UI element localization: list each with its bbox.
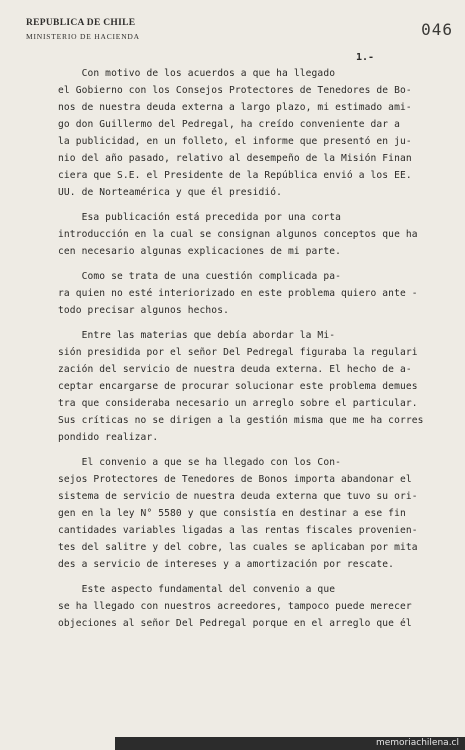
paragraph-gap <box>58 260 448 268</box>
text-line: go don Guillermo del Pedregal, ha creído conveniente dar a <box>58 119 400 130</box>
text-line: el Gobierno con los Consejos Protectores de Tenedores de Bo- <box>58 85 412 96</box>
letterhead-country: REPUBLICA DE CHILE <box>26 18 136 28</box>
text-line: pondido realizar. <box>58 432 159 443</box>
paragraph <box>58 327 448 446</box>
text-line: ceptar encargarse de procurar solucionar este problema demues <box>58 381 418 392</box>
text-line: se ha llegado con nuestros acreedores, tampoco puede merecer <box>58 601 412 612</box>
text-line: El convenio a que se ha llegado con los Con- <box>58 457 342 468</box>
text-line: Entre las materias que debía abordar la Mi- <box>58 330 336 341</box>
text-line: cen necesario algunas explicaciones de mi parte. <box>58 246 342 257</box>
letterhead-ministry: MINISTERIO DE HACIENDA <box>26 32 140 41</box>
paragraph-gap <box>58 573 448 581</box>
paragraph <box>58 209 448 260</box>
text-line: cantidades variables ligadas a las rentas fiscales provenien- <box>58 525 418 536</box>
paragraph <box>58 65 448 201</box>
text-line: Como se trata de una cuestión complicada pa- <box>58 271 342 282</box>
text-line: nos de nuestra deuda externa a largo plazo, mi estimado ami- <box>58 102 412 113</box>
text-line: sión presidida por el señor Del Pedregal figuraba la regulari <box>58 347 418 358</box>
text-line: objeciones al señor Del Pedregal porque en el arreglo que él <box>58 618 412 629</box>
text-line: sejos Protectores de Tenedores de Bonos importa abandonar el <box>58 474 412 485</box>
text-line: gen en la ley N° 5580 y que consistía en destinar a ese fin <box>58 508 406 519</box>
paragraph <box>58 581 448 632</box>
text-line: Este aspecto fundamental del convenio a que <box>58 584 336 595</box>
text-line: Con motivo de los acuerdos a que ha llegado <box>58 68 336 79</box>
text-line: introducción en la cual se consignan algunos conceptos que ha <box>58 229 418 240</box>
letterhead <box>26 18 140 41</box>
text-line: ciera que S.E. el Presidente de la República envió a los EE. <box>58 170 412 181</box>
paragraph-gap <box>58 446 448 454</box>
paragraph <box>58 268 448 319</box>
text-line: todo precisar algunos hechos. <box>58 305 229 316</box>
text-line: zación del servicio de nuestra deuda externa. El hecho de a- <box>58 364 412 375</box>
text-line: ra quien no esté interiorizado en este problema quiero ante - <box>58 288 418 299</box>
page-number: 1.- <box>356 52 375 63</box>
paragraph-gap <box>58 201 448 209</box>
paragraph-gap <box>58 319 448 327</box>
text-line: des a servicio de intereses y a amortización por rescate. <box>58 559 395 570</box>
text-line: tra que consideraba necesario un arreglo sobre el particular. <box>58 398 418 409</box>
text-line: sistema de servicio de nuestra deuda externa que tuvo su ori- <box>58 491 418 502</box>
text-line: nio del año pasado, relativo al desempeño de la Misión Finan <box>58 153 412 164</box>
text-line: la publicidad, en un folleto, el informe que presentó en ju- <box>58 136 412 147</box>
text-line: UU. de Norteamérica y que él presidió. <box>58 187 283 198</box>
text-line: tes del salitre y del cobre, las cuales se aplicaban por mita <box>58 542 418 553</box>
document-body <box>58 65 448 632</box>
text-line: Esa publicación está precedida por una corta <box>58 212 342 223</box>
page-stamp-number: 046 <box>421 20 453 39</box>
watermark: memoriachilena.cl <box>375 738 459 748</box>
paragraph <box>58 454 448 573</box>
text-line: Sus críticas no se dirigen a la gestión misma que me ha corres <box>58 415 424 426</box>
